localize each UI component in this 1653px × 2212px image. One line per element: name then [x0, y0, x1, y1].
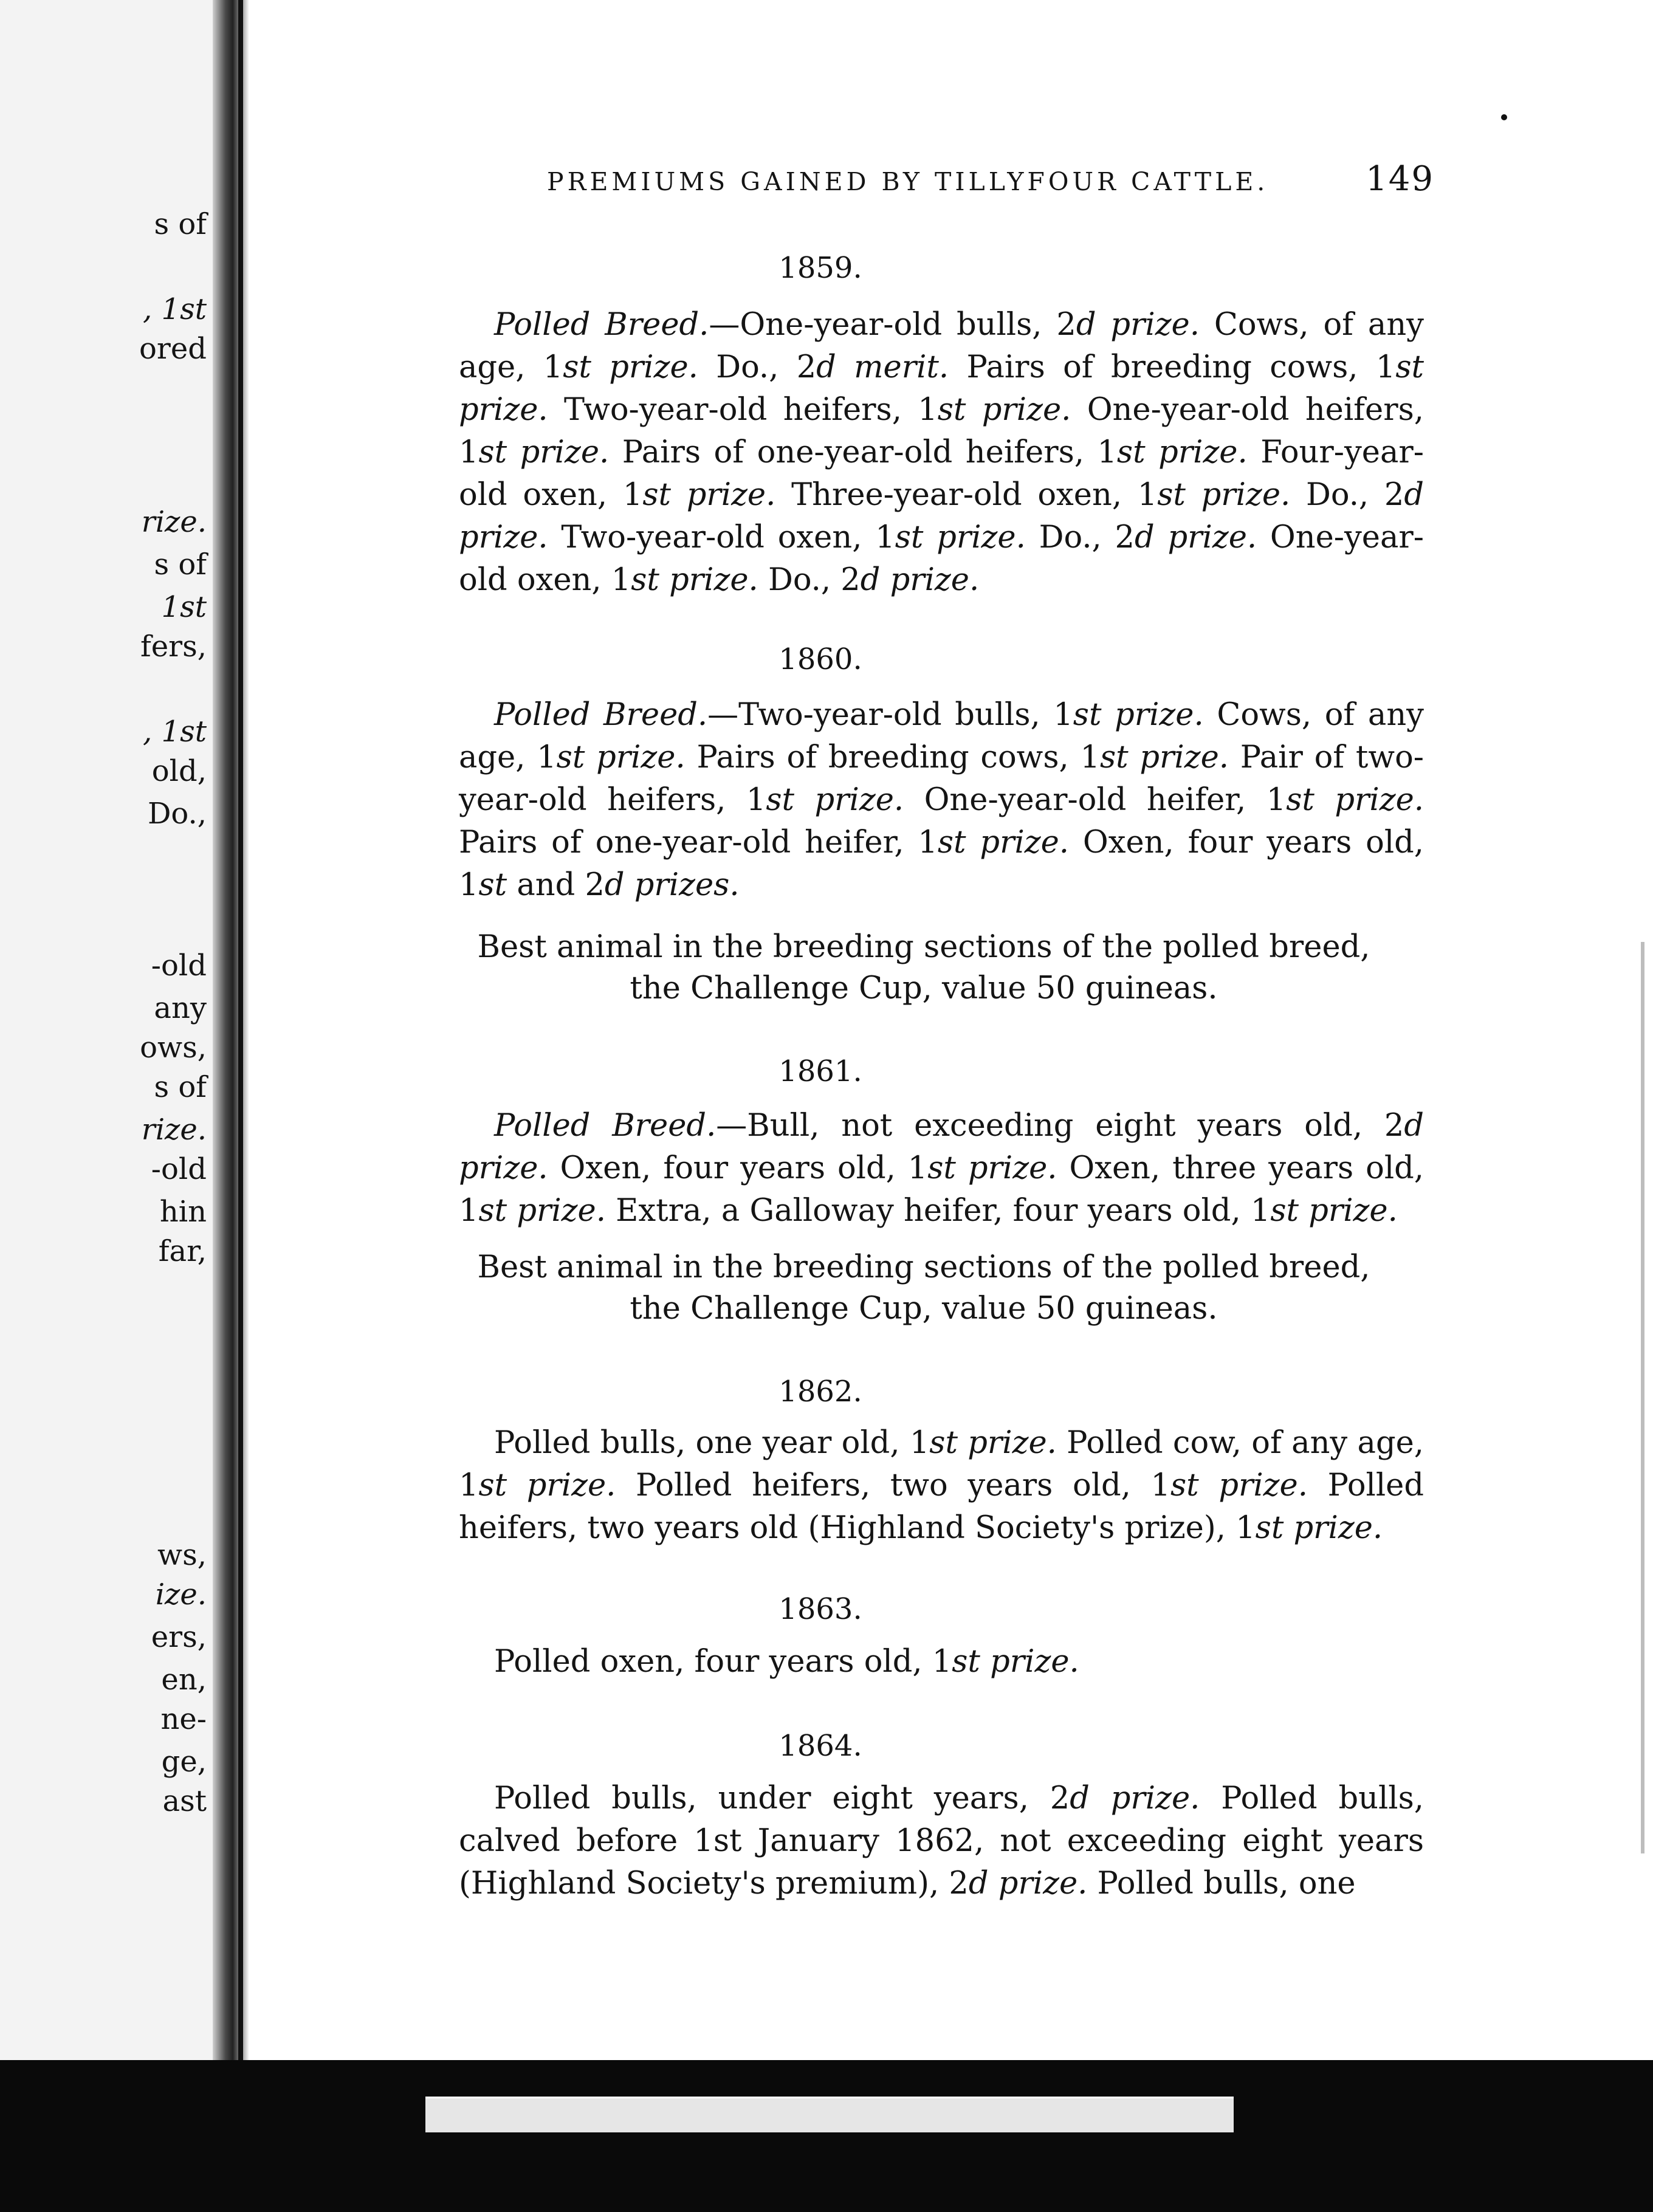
italic-run: d merit. [816, 349, 949, 385]
text-run: and 2 [507, 867, 605, 903]
book-gutter-line [238, 0, 243, 2060]
italic-run: st prize. [459, 349, 1424, 428]
text-run: Pair of two-year-old heifers, 1 [459, 740, 1424, 818]
text-run: Polled bulls, calved before 1st January 1862, not exceeding eight years (Highland Society's premium), 2 [459, 1781, 1424, 1901]
scan-paper-strip [425, 2097, 1234, 2132]
ink-speck [1501, 114, 1507, 120]
facing-page-fragment: hin [159, 1195, 207, 1229]
text-run: Pairs of one-year-old heifers, 1 [609, 434, 1117, 470]
section-1859-text [459, 304, 1424, 602]
text-run: —Two-year-old bulls, 1 [707, 697, 1073, 733]
note-line: Best animal in the breeding sections of the polled breed, [477, 929, 1370, 965]
italic-run: d prize. [459, 1108, 1424, 1186]
facing-page-fragment: rize. [141, 505, 207, 539]
text-run: Polled bulls, one year old, 1 [494, 1425, 930, 1461]
facing-page-fragment: rize. [141, 1113, 207, 1147]
italic-run: st prize. [631, 562, 758, 598]
page-number: 149 [1366, 159, 1434, 199]
italic-run: st prize. [1099, 740, 1229, 775]
text-run: Oxen, four years old, 1 [548, 1150, 928, 1186]
facing-page-fragment: , 1st [143, 292, 207, 326]
italic-run: st prize. [927, 1150, 1057, 1186]
text-run: Four-year-old oxen, 1 [459, 434, 1424, 513]
italic-run: st prize. [952, 1644, 1079, 1680]
italic-run: st prize. [478, 434, 610, 470]
italic-run: st prize. [895, 520, 1026, 555]
year-heading-1863: 1863. [778, 1592, 862, 1626]
text-run: Pairs of one-year-old heifer, 1 [459, 825, 938, 860]
italic-run: d prizes. [604, 867, 740, 903]
text-run: Do., 2 [1025, 520, 1135, 555]
facing-page-fragment: , 1st [143, 715, 207, 749]
text-run: Cows, of any age, 1 [459, 307, 1424, 385]
facing-page-fragment: ize. [155, 1578, 207, 1612]
text-run: Oxen, three years old, 1 [459, 1150, 1424, 1229]
italic-run: Polled Breed. [494, 697, 708, 733]
running-title: PREMIUMS GAINED BY TILLYFOUR CATTLE. [547, 167, 1269, 196]
text-run: Polled heifers, two years old, 1 [616, 1468, 1170, 1503]
italic-run: d prize. [1135, 520, 1257, 555]
italic-run: st prize. [563, 349, 698, 385]
italic-run: d prize. [459, 477, 1424, 555]
text-run: Do., 2 [1290, 477, 1404, 513]
section-1864-text [459, 1777, 1424, 1905]
text-run: Polled bulls, under eight years, 2 [494, 1781, 1070, 1816]
italic-run: st prize. [766, 782, 904, 818]
facing-page-fragment: s of [154, 207, 207, 241]
facing-page-fragment: ored [139, 332, 207, 366]
year-heading-1861: 1861. [778, 1054, 862, 1088]
facing-page-fragment: fers, [140, 630, 207, 664]
text-run: Polled bulls, one [1087, 1866, 1356, 1901]
facing-page-fragment: ers, [151, 1620, 207, 1654]
text-run: One-year-old heifers, 1 [459, 392, 1424, 470]
italic-run: Polled Breed. [494, 1108, 717, 1144]
year-heading-1859: 1859. [778, 251, 862, 285]
italic-run: d prize. [1076, 307, 1200, 343]
italic-run: st prize. [1255, 1510, 1383, 1546]
text-run: —Bull, not exceeding eight years old, 2 [716, 1108, 1404, 1144]
text-run: Oxen, four years old, 1 [459, 825, 1424, 903]
italic-run: st prize. [937, 392, 1071, 428]
facing-page-fragment: old, [151, 754, 207, 788]
italic-run: st prize. [556, 740, 686, 775]
text-run: Extra, a Galloway heifer, four years old, 1 [605, 1193, 1271, 1229]
text-run: Two-year-old oxen, 1 [548, 520, 895, 555]
italic-run: st prize. [1157, 477, 1291, 513]
note-line: the Challenge Cup, value 50 guineas. [630, 1291, 1218, 1327]
section-1863-text [459, 1641, 1424, 1683]
text-run: One-year-old heifer, 1 [904, 782, 1287, 818]
italic-run: st prize. [1116, 434, 1248, 470]
italic-run: st prize. [937, 825, 1070, 860]
facing-page-fragment: ows, [140, 1031, 207, 1065]
italic-run: d prize. [968, 1866, 1088, 1901]
facing-page-edge [0, 0, 219, 2060]
facing-page-fragment: any [154, 991, 207, 1025]
text-run: One-year-old oxen, 1 [459, 520, 1424, 598]
italic-run: st prize. [1270, 1193, 1398, 1229]
facing-page-fragment: -old [151, 1152, 207, 1186]
facing-page-fragment: s of [154, 548, 207, 582]
text-run: Do., 2 [698, 349, 817, 385]
italic-run: st prize. [642, 477, 776, 513]
italic-run: Polled Breed. [494, 307, 709, 343]
text-run: Do., 2 [758, 562, 861, 598]
text-run: Three-year-old oxen, 1 [775, 477, 1158, 513]
text-run: Pairs of breeding cows, 1 [685, 740, 1100, 775]
facing-page-fragment: 1st [161, 590, 207, 624]
text-run: Polled oxen, four years old, 1 [494, 1644, 952, 1680]
page-edge-shadow [1641, 942, 1644, 1853]
note-line: the Challenge Cup, value 50 guineas. [630, 970, 1218, 1006]
note-line: Best animal in the breeding sections of the polled breed, [477, 1249, 1370, 1285]
book-gutter-shadow [213, 0, 249, 2060]
running-header [547, 159, 1434, 199]
facing-page-fragment: ne- [160, 1702, 207, 1736]
facing-page-fragment: far, [158, 1234, 207, 1268]
scan-bottom-border [0, 2060, 1653, 2212]
text-run: Cows, of any age, 1 [459, 697, 1424, 775]
italic-run: st prize. [1073, 697, 1204, 733]
text-run: —One-year-old bulls, 2 [709, 307, 1076, 343]
facing-page-fragment: en, [161, 1663, 207, 1697]
facing-page-fragment: ge, [161, 1745, 207, 1779]
year-heading-1860: 1860. [778, 642, 862, 676]
facing-page-fragment: -old [151, 949, 207, 983]
section-1862-text [459, 1422, 1424, 1550]
challenge-cup-note-1861 [425, 1247, 1422, 1330]
section-1861-text [459, 1105, 1424, 1232]
text-run: Polled cow, of any age, 1 [459, 1425, 1424, 1503]
italic-run: st prize. [929, 1425, 1057, 1461]
year-heading-1864: 1864. [778, 1729, 862, 1763]
facing-page-fragment: s of [154, 1070, 207, 1104]
year-heading-1862: 1862. [778, 1375, 862, 1409]
facing-page-fragment: ws, [157, 1538, 207, 1572]
italic-run: st prize. [478, 1193, 606, 1229]
italic-run: st [478, 867, 507, 903]
italic-run: d prize. [1070, 1781, 1200, 1816]
italic-run: d prize. [860, 562, 980, 598]
section-1860-text [459, 694, 1424, 907]
text-run: Polled heifers, two years old (Highland Society's prize), 1 [459, 1468, 1424, 1546]
italic-run: st prize. [1170, 1468, 1308, 1503]
italic-run: st prize. [1286, 782, 1424, 818]
facing-page-fragment: Do., [147, 797, 207, 831]
text-run: Two-year-old heifers, 1 [548, 392, 938, 428]
challenge-cup-note-1860 [425, 927, 1422, 1009]
italic-run: st prize. [478, 1468, 616, 1503]
facing-page-fragment: ast [162, 1784, 207, 1818]
text-run: Pairs of breeding cows, 1 [949, 349, 1396, 385]
